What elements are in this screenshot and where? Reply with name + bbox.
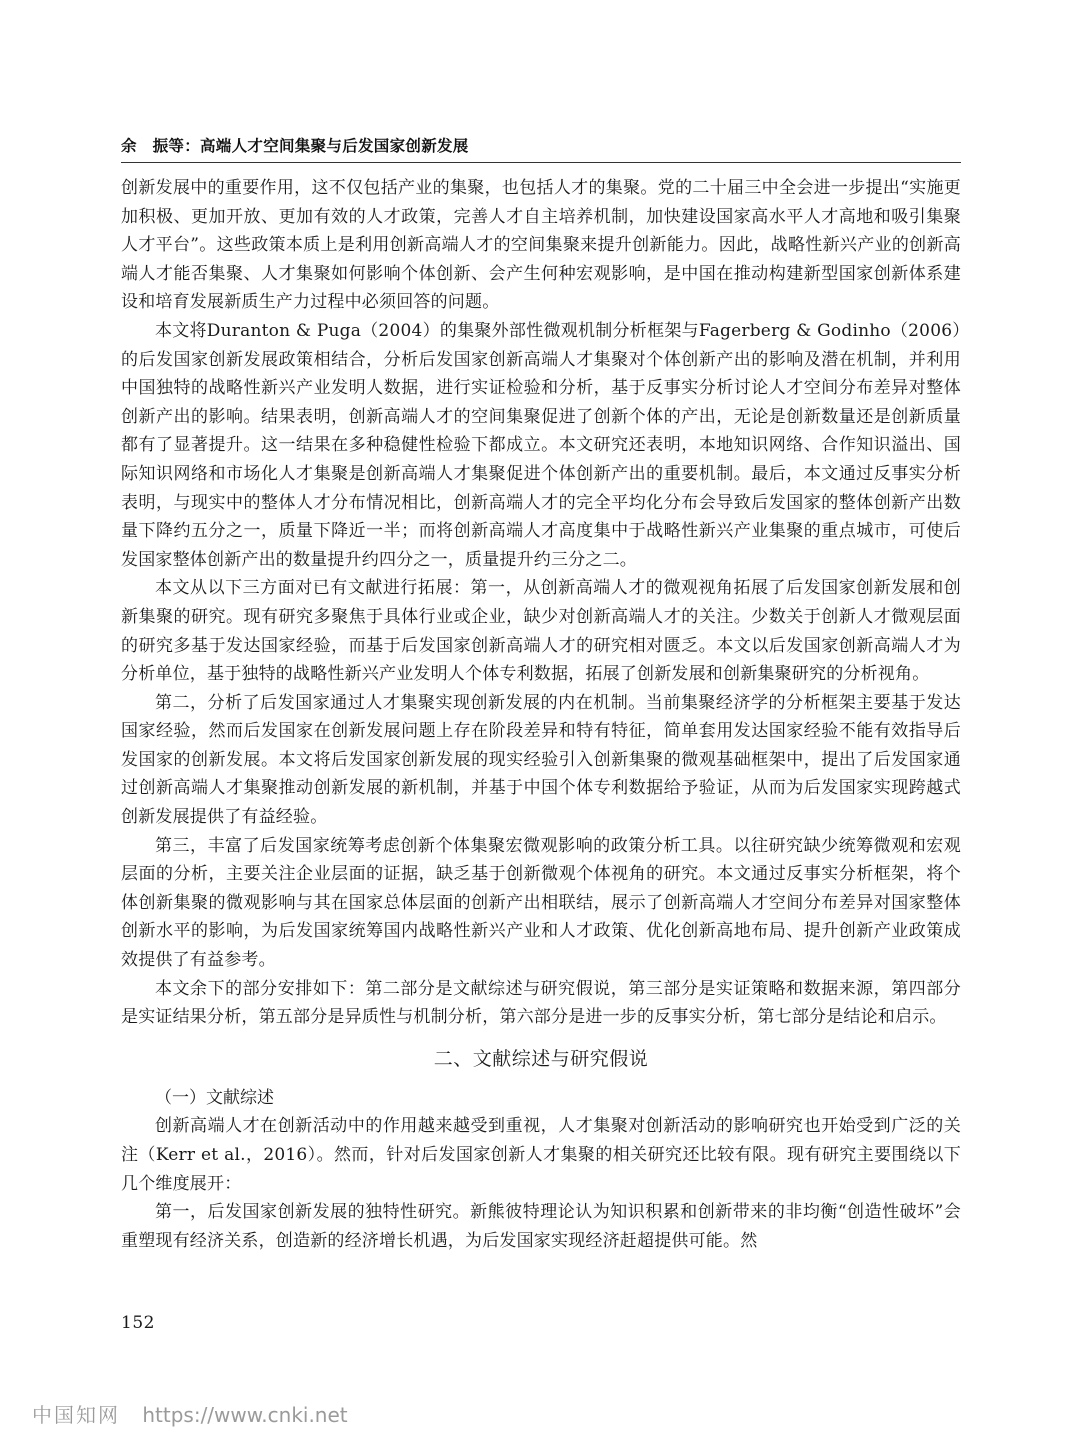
watermark-brand: 中国知网 bbox=[32, 1403, 120, 1427]
paragraph-2: 本文将Duranton & Puga（2004）的集聚外部性微观机制分析框架与Fagerberg & Godinho（2006）的后发国家创新发展政策相结合，分析后发国家创新高端人才集聚对个体创新产出的影响及潜在机制，并利用中国独特的战略性新兴产业发明人数据，进行实证检验和分析，基于反事实分析讨论人才空间分布差异对整体创新产出的影响。结果表明，创新高端人才的空间集聚促进了创新个体的产出，无论是创新数量还是创新质量都有了显著提升。这一结果在多种稳健性检验下都成立。本文研究还表明，本地知识网络、合作知识溢出、国际知识网络和市场化人才集聚是创新高端人才集聚促进个体创新产出的重要机制。最后，本文通过反事实分析表明，与现实中的整体人才分布情况相比，创新高端人才的完全平均化分布会导致后发国家的整体创新产出数量下降约五分之一，质量下降近一半；而将创新高端人才高度集中于战略性新兴产业集聚的重点城市，可使后发国家整体创新产出的数量提升约四分之一，质量提升约三分之二。 bbox=[121, 320, 961, 570]
paragraph-4: 第二，分析了后发国家通过人才集聚实现创新发展的内在机制。当前集聚经济学的分析框架主要基于发达国家经验，然而后发国家在创新发展问题上存在阶段差异和特有特征，简单套用发达国家经验不能有效指导后发国家的创新发展。本文将后发国家创新发展的现实经验引入创新集聚的微观基础框架中，提出了后发国家通过创新高端人才集聚推动创新发展的新机制，并基于中国个体专利数据给予验证，从而为后发国家实现跨越式创新发展提供了有益经验。 bbox=[121, 692, 961, 828]
header-divider bbox=[121, 162, 961, 163]
paragraph-7: 创新高端人才在创新活动中的作用越来越受到重视，人才集聚对创新活动的影响研究也开始受到广泛的关注（Kerr et al.，2016）。然而，针对后发国家创新人才集聚的相关研究还比较有限。现有研究主要围绕以下几个维度展开： bbox=[121, 1116, 961, 1194]
paragraph-3: 本文从以下三方面对已有文献进行拓展：第一，从创新高端人才的微观视角拓展了后发国家创新发展和创新集聚的研究。现有研究多聚焦于具体行业或企业，缺少对创新高端人才的关注。少数关于创新人才微观层面的研究多基于发达国家经验，而基于后发国家创新高端人才的研究相对匮乏。本文以后发国家创新高端人才为分析单位，基于独特的战略性新兴产业发明人个体专利数据，拓展了创新发展和创新集聚研究的分析视角。 bbox=[121, 578, 961, 685]
paragraph-1: 创新发展中的重要作用，这不仅包括产业的集聚，也包括人才的集聚。党的二十届三中全会进一步提出“实施更加积极、更加开放、更加有效的人才政策，完善人才自主培养机制，加快建设国家高水平人才高地和吸引集聚人才平台”。这些政策本质上是利用创新高端人才的空间集聚来提升创新能力。因此，战略性新兴产业的创新高端人才能否集聚、人才集聚如何影响个体创新、会产生何种宏观影响，是中国在推动构建新型国家创新体系建设和培育发展新质生产力过程中必须回答的问题。 bbox=[121, 178, 961, 313]
article-body bbox=[121, 174, 961, 1255]
cnki-watermark bbox=[32, 1399, 348, 1428]
page-number: 152 bbox=[121, 1313, 155, 1333]
running-header: 余 振等：高端人才空间集聚与后发国家创新发展 bbox=[121, 137, 469, 155]
paragraph-8: 第一，后发国家创新发展的独特性研究。新熊彼特理论认为知识积累和创新带来的非均衡“创造性破坏”会重塑现有经济关系，创造新的经济增长机遇，为后发国家实现经济赶超提供可能。然 bbox=[121, 1202, 961, 1251]
paragraph-5: 第三，丰富了后发国家统筹考虑创新个体集聚宏微观影响的政策分析工具。以往研究缺少统筹微观和宏观层面的分析，主要关注企业层面的证据，缺乏基于创新微观个体视角的研究。本文通过反事实分析框架，将个体创新集聚的微观影响与其在国家总体层面的创新产出相联结，展示了创新高端人才空间分布差异对国家整体创新水平的影响，为后发国家统筹国内战略性新兴产业和人才政策、优化创新高地布局、提升创新产业政策成效提供了有益参考。 bbox=[121, 835, 961, 971]
paragraph-6: 本文余下的部分安排如下：第二部分是文献综述与研究假说，第三部分是实证策略和数据来源，第四部分是实证结果分析，第五部分是异质性与机制分析，第六部分是进一步的反事实分析，第七部分是结论和启示。 bbox=[121, 978, 961, 1028]
watermark-url[interactable]: https://www.cnki.net bbox=[142, 1403, 348, 1427]
subsection-title: （一）文献综述 bbox=[155, 1087, 274, 1108]
section-title: 二、文献综述与研究假说 bbox=[433, 1047, 649, 1070]
